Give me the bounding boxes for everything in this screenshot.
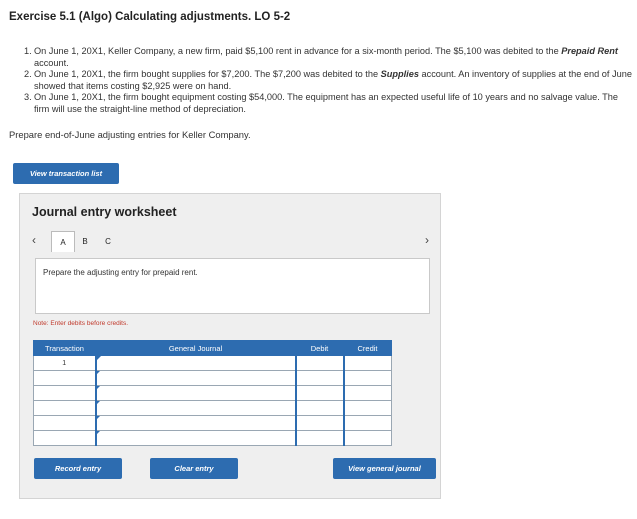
account-select[interactable]: [96, 371, 296, 386]
tab-a[interactable]: A: [51, 231, 75, 252]
debit-input[interactable]: [296, 356, 344, 371]
debit-input[interactable]: [296, 416, 344, 431]
credit-input[interactable]: [344, 356, 392, 371]
prepare-instruction: Prepare end-of-June adjusting entries for Keller Company.: [9, 129, 251, 140]
transaction-cell: [34, 431, 96, 446]
account-select[interactable]: [96, 416, 296, 431]
dropdown-marker-icon: [97, 371, 100, 374]
record-entry-button[interactable]: Record entry: [34, 458, 122, 479]
problem-list: [24, 46, 634, 116]
instruction-text: Prepare the adjusting entry for prepaid rent.: [43, 268, 198, 277]
account-select[interactable]: [96, 356, 296, 371]
table-row: [34, 371, 392, 386]
col-general-journal: General Journal: [96, 341, 296, 356]
credit-input[interactable]: [344, 401, 392, 416]
clear-entry-button[interactable]: Clear entry: [150, 458, 238, 479]
transaction-cell: [34, 371, 96, 386]
table-row: [34, 431, 392, 446]
chevron-left-icon[interactable]: ‹: [32, 233, 36, 247]
debit-input[interactable]: [296, 431, 344, 446]
credit-input[interactable]: [344, 431, 392, 446]
item-text: On June 1, 20X1, Keller Company, a new firm, paid $5,100 rent in advance for a six-month period. The $5,100 was debited to the Prepaid Rent account.: [34, 46, 618, 68]
dropdown-marker-icon: [97, 356, 101, 360]
list-item: [24, 69, 634, 92]
item-number: 1.: [24, 46, 32, 56]
view-transaction-list-button[interactable]: View transaction list: [13, 163, 119, 184]
page-title: Exercise 5.1 (Algo) Calculating adjustments. LO 5-2: [9, 11, 291, 23]
dropdown-marker-icon: [97, 401, 100, 404]
col-transaction: Transaction: [34, 341, 96, 356]
debit-input[interactable]: [296, 386, 344, 401]
transaction-cell: [34, 401, 96, 416]
transaction-cell: 1: [34, 356, 96, 371]
credit-input[interactable]: [344, 416, 392, 431]
note-text: Note: Enter debits before credits.: [33, 320, 129, 327]
chevron-right-icon[interactable]: ›: [425, 233, 429, 247]
item-text: On June 1, 20X1, the firm bought supplies for $7,200. The $7,200 was debited to the Supplies account. An inventory of supplies at the end of June showed that items costing $2,925 were on hand.: [34, 69, 632, 91]
journal-table: [33, 340, 392, 446]
transaction-cell: [34, 386, 96, 401]
list-item: [24, 92, 634, 115]
col-debit: Debit: [296, 341, 344, 356]
account-select[interactable]: [96, 386, 296, 401]
list-item: [24, 46, 634, 69]
dropdown-marker-icon: [97, 431, 100, 434]
col-credit: Credit: [344, 341, 392, 356]
debit-input[interactable]: [296, 401, 344, 416]
worksheet-title: Journal entry worksheet: [32, 205, 177, 219]
journal-entry-worksheet: [19, 193, 441, 499]
account-select[interactable]: [96, 431, 296, 446]
item-number: 2.: [24, 69, 32, 80]
credit-input[interactable]: [344, 371, 392, 386]
table-row: [34, 356, 392, 371]
table-row: [34, 401, 392, 416]
view-general-journal-button[interactable]: View general journal: [333, 458, 436, 479]
tab-c[interactable]: C: [105, 236, 111, 246]
tab-b[interactable]: B: [82, 236, 88, 246]
table-row: [34, 416, 392, 431]
transaction-cell: [34, 416, 96, 431]
dropdown-marker-icon: [97, 416, 100, 419]
account-select[interactable]: [96, 401, 296, 416]
item-number: 3.: [24, 92, 32, 103]
dropdown-marker-icon: [97, 386, 100, 389]
instruction-box: [35, 258, 430, 314]
debit-input[interactable]: [296, 371, 344, 386]
table-row: [34, 386, 392, 401]
item-text: On June 1, 20X1, the firm bought equipment costing $54,000. The equipment has an expected useful life of 10 years and no salvage value. The firm will use the straight-line method of depreciation.: [34, 92, 618, 114]
credit-input[interactable]: [344, 386, 392, 401]
